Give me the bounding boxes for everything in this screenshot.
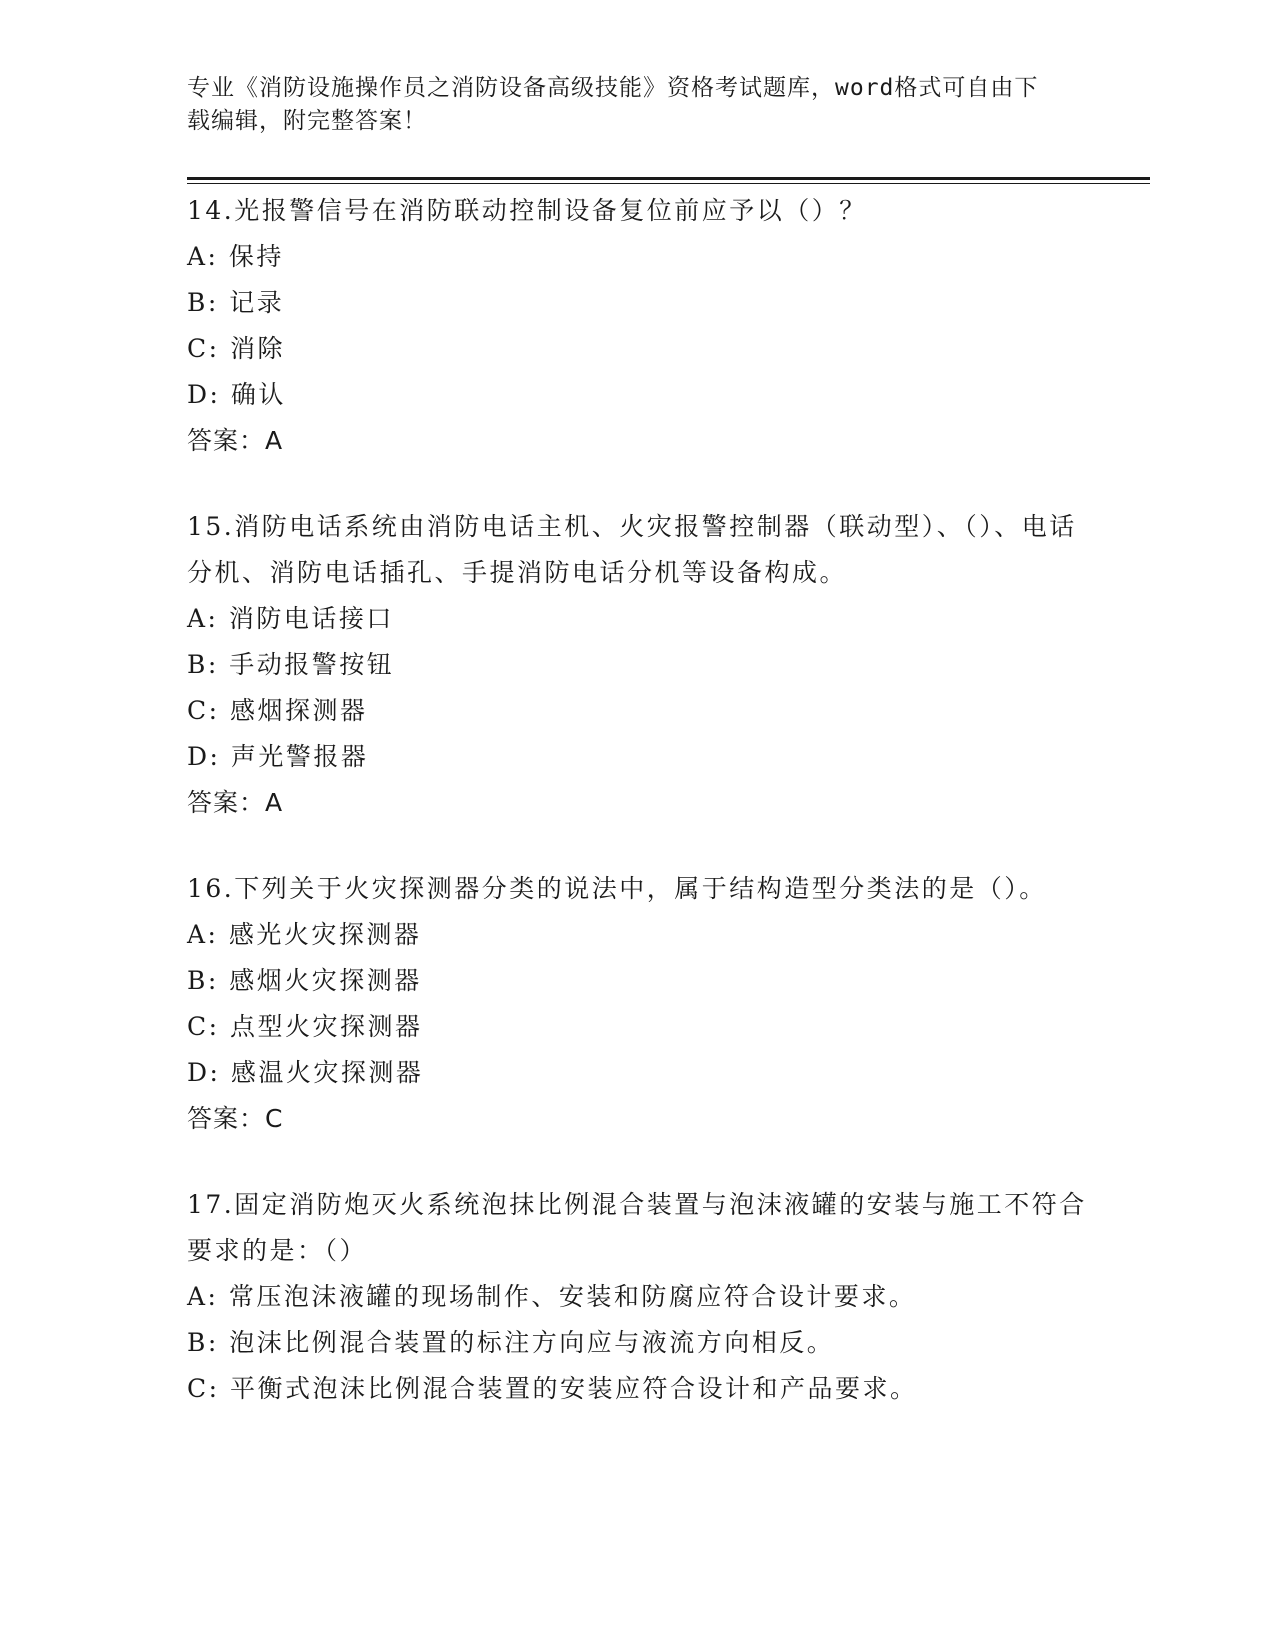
option-a: A: 常压泡沫液罐的现场制作、安装和防腐应符合设计要求。 — [187, 1282, 917, 1311]
option-a: A: 保持 — [187, 242, 284, 271]
question-list — [187, 188, 1087, 1452]
header-divider-thin — [187, 183, 1150, 184]
option-c: C: 感烟探测器 — [187, 696, 368, 725]
header-line-1: 专业《消防设施操作员之消防设备高级技能》资格考试题库，word格式可自由下 — [187, 75, 1039, 101]
question-17 — [187, 1182, 1087, 1412]
header-divider-thick — [187, 177, 1150, 180]
option-b: B: 泡沫比例混合装置的标注方向应与液流方向相反。 — [187, 1328, 835, 1357]
question-15 — [187, 504, 1087, 826]
question-16 — [187, 866, 1087, 1142]
answer-line: 答案：C — [187, 1104, 284, 1133]
option-d: D: 感温火灾探测器 — [187, 1058, 424, 1087]
question-stem: 16.下列关于火灾探测器分类的说法中，属于结构造型分类法的是（）。 — [187, 874, 1047, 903]
option-c: C: 点型火灾探测器 — [187, 1012, 423, 1041]
option-d: D: 声光警报器 — [187, 742, 369, 771]
option-a: A: 消防电话接口 — [187, 604, 394, 633]
question-stem: 14.光报警信号在消防联动控制设备复位前应予以（）？ — [187, 196, 867, 225]
question-stem: 17.固定消防炮灭火系统泡抹比例混合装置与泡沫液罐的安装与施工不符合要求的是：（） — [187, 1190, 1087, 1265]
header-line-2: 载编辑，附完整答案！ — [187, 108, 427, 134]
question-14 — [187, 188, 1087, 464]
answer-line: 答案：A — [187, 426, 284, 455]
option-b: B: 手动报警按钮 — [187, 650, 395, 679]
option-a: A: 感光火灾探测器 — [187, 920, 422, 949]
document-header — [187, 72, 1077, 138]
option-c: C: 消除 — [187, 334, 285, 363]
option-d: D: 确认 — [187, 380, 286, 409]
question-stem: 15.消防电话系统由消防电话主机、火灾报警控制器（联动型）、（）、电话分机、消防电话插孔、手提消防电话分机等设备构成。 — [187, 512, 1077, 587]
option-c: C: 平衡式泡沫比例混合装置的安装应符合设计和产品要求。 — [187, 1374, 918, 1403]
answer-line: 答案：A — [187, 788, 284, 817]
option-b: B: 记录 — [187, 288, 285, 317]
option-b: B: 感烟火灾探测器 — [187, 966, 422, 995]
